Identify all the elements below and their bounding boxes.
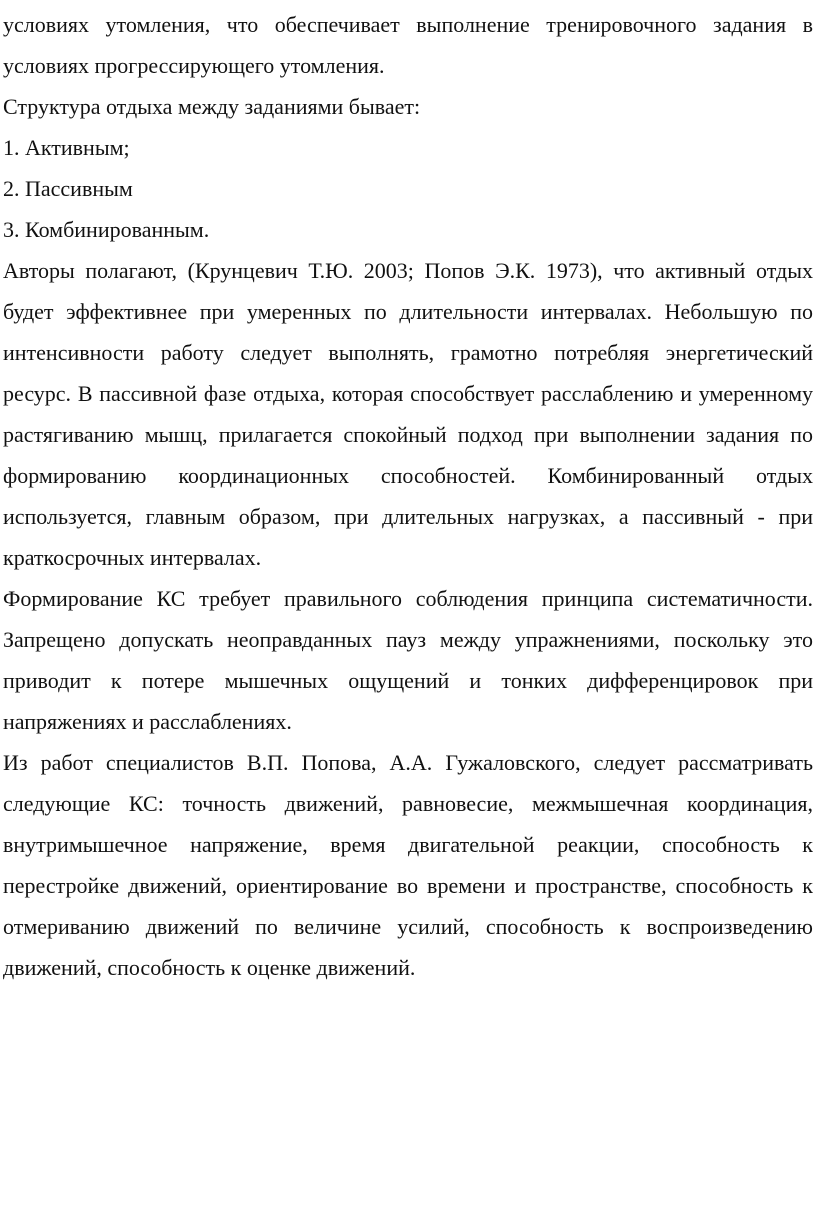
- paragraph-rest-structure-heading: Структура отдыха между заданиями бывает:: [3, 94, 421, 119]
- paragraph-systematic-principle: Формирование КС требует правильного соблюдения принципа систематичности. Запрещено допускать неоправданных пауз между упражнениями, поскольку это приводит к потере мышечных ощущений и тонких дифференцировок при напряжениях и расслаблениях.: [3, 586, 813, 734]
- body-text: [3, 4, 813, 988]
- paragraph-specialists: Из работ специалистов В.П. Попова, А.А. Гужаловского, следует рассматривать следующие КС: точность движений, равновесие, межмышечная координация, внутримышечное напряжение, время двигательной реакции, способность к перестройке движений, ориентирование во времени и пространстве, способность к отмериванию движений по величине усилий, способность к воспроизведению движений, способность к оценке движений.: [3, 750, 813, 980]
- list-item-active: 1. Активным;: [3, 135, 130, 160]
- paragraph-continuation: условиях утомления, что обеспечивает выполнение тренировочного задания в условиях прогрессирующего утомления.: [3, 12, 813, 78]
- paragraph-authors: Авторы полагают, (Крунцевич Т.Ю. 2003; Попов Э.К. 1973), что активный отдых будет эффективнее при умеренных по длительности интервалах. Небольшую по интенсивности работу следует выполнять, грамотно потребляя энергетический ресурс. В пассивной фазе отдыха, которая способствует расслаблению и умеренному растягиванию мышц, прилагается спокойный подход при выполнении задания по формированию координационных способностей. Комбинированный отдых используется, главным образом, при длительных нагрузках, а пассивный - при краткосрочных интервалах.: [3, 258, 813, 570]
- list-item-passive: 2. Пассивным: [3, 176, 133, 201]
- list-item-combined: 3. Комбинированным.: [3, 217, 210, 242]
